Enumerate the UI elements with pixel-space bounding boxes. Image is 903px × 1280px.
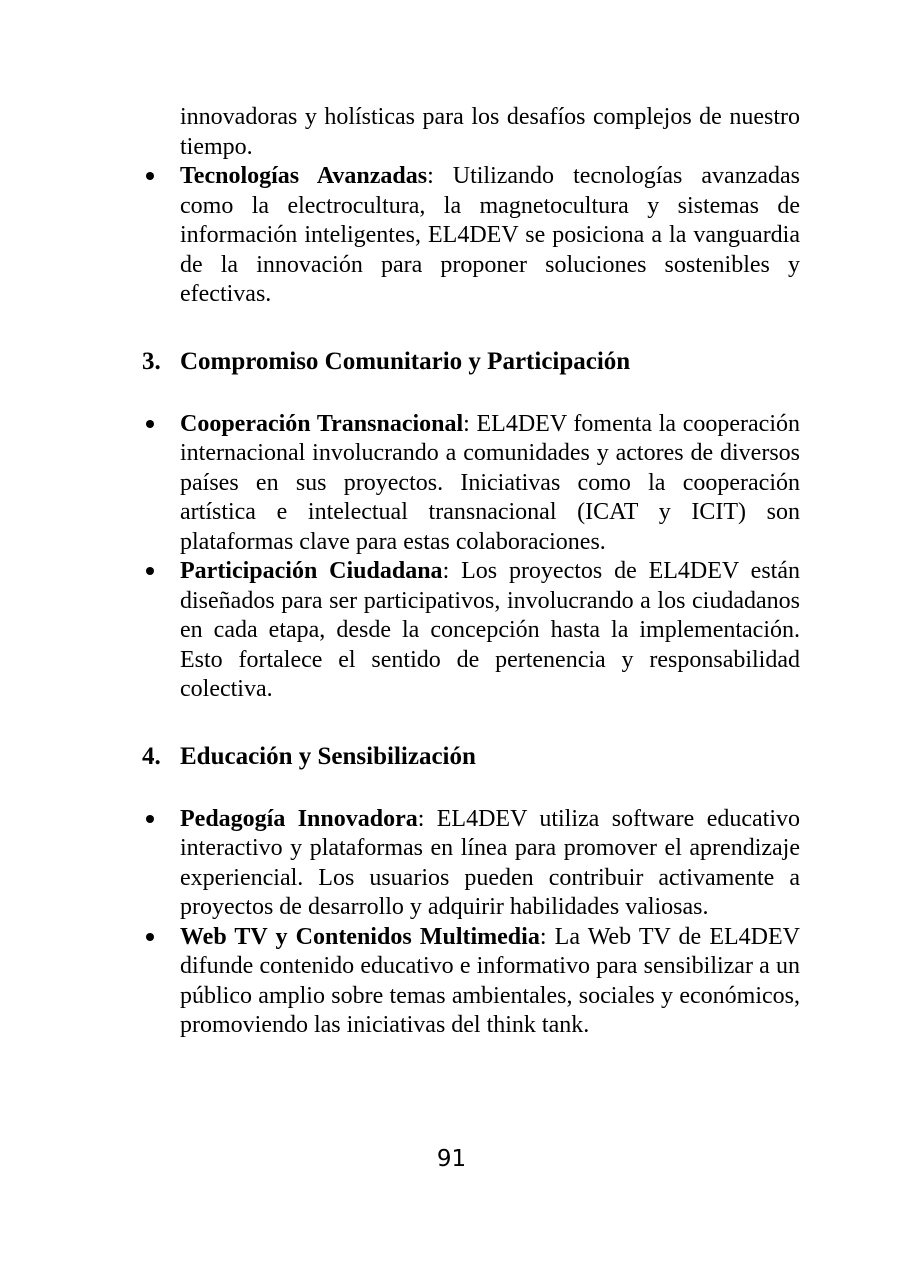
bullet-item-cooperacion-transnacional	[142, 410, 800, 558]
bullet-text: : Los proyectos de EL4DEV están diseñados para ser participativos, involucrando a los ciudadanos en cada etapa, desde la concepción hasta la implementación. Esto fortalece el sentido de pertenencia y responsabilidad colectiva.	[180, 558, 800, 702]
bullet-text: : Utilizando tecnologías avanzadas como la electrocultura, la magnetocultura y sistemas de información inteligentes, EL4DEV se posiciona a la vanguardia de la innovación para proponer soluciones sostenibles y efectivas.	[180, 163, 800, 307]
bullet-lead: Participación Ciudadana	[180, 558, 443, 584]
bullet-lead: Pedagogía Innovadora	[180, 805, 418, 832]
bullet-item-tecnologias-avanzadas	[142, 162, 800, 310]
bullet-text: : La Web TV de EL4DEV difunde contenido educativo e informativo para sensibilizar a un público amplio sobre temas ambientales, sociales y económicos, promoviendo las iniciativas del think tank.	[180, 923, 800, 1038]
bullet-text: : EL4DEV fomenta la cooperación internacional involucrando a comunidades y actores de diversos países en sus proyectos. Iniciativas como la cooperación artística e intelectual transnacional (ICAT y ICIT) son plataformas clave para estas colaboraciones.	[180, 410, 800, 555]
bullet-icon	[146, 933, 154, 941]
bullet-lead: Cooperación Transnacional	[180, 410, 464, 437]
bullet-lead: Web TV y Contenidos Multimedia	[180, 923, 540, 950]
bullet-icon	[146, 567, 154, 575]
bullet-item-participacion-ciudadana	[142, 557, 800, 705]
heading-text: Compromiso Comunitario y Participación	[180, 347, 631, 375]
bullet-icon	[146, 815, 154, 823]
section-heading-3	[142, 347, 800, 377]
section-heading-4	[142, 742, 800, 772]
bullet-lead: Tecnologías Avanzadas	[180, 163, 428, 189]
bullet-icon	[146, 172, 154, 180]
bullet-item-pedagogia-innovadora	[142, 805, 800, 923]
bullet-item-web-tv-multimedia	[142, 923, 800, 1041]
heading-text: Educación y Sensibilización	[180, 742, 476, 770]
heading-number: 3.	[142, 347, 161, 375]
page-content	[142, 103, 800, 1041]
bullet-icon	[146, 420, 154, 428]
body-paragraph-continuation: innovadoras y holísticas para los desafíos complejos de nuestro tiempo.	[180, 104, 800, 160]
heading-number: 4.	[142, 742, 161, 770]
bullet-text: : EL4DEV utiliza software educativo interactivo y plataformas en línea para promover el aprendizaje experiencial. Los usuarios pueden contribuir activamente a proyectos de desarrollo y adquirir habilidades valiosas.	[180, 805, 800, 920]
page-number: 91	[436, 1146, 467, 1172]
